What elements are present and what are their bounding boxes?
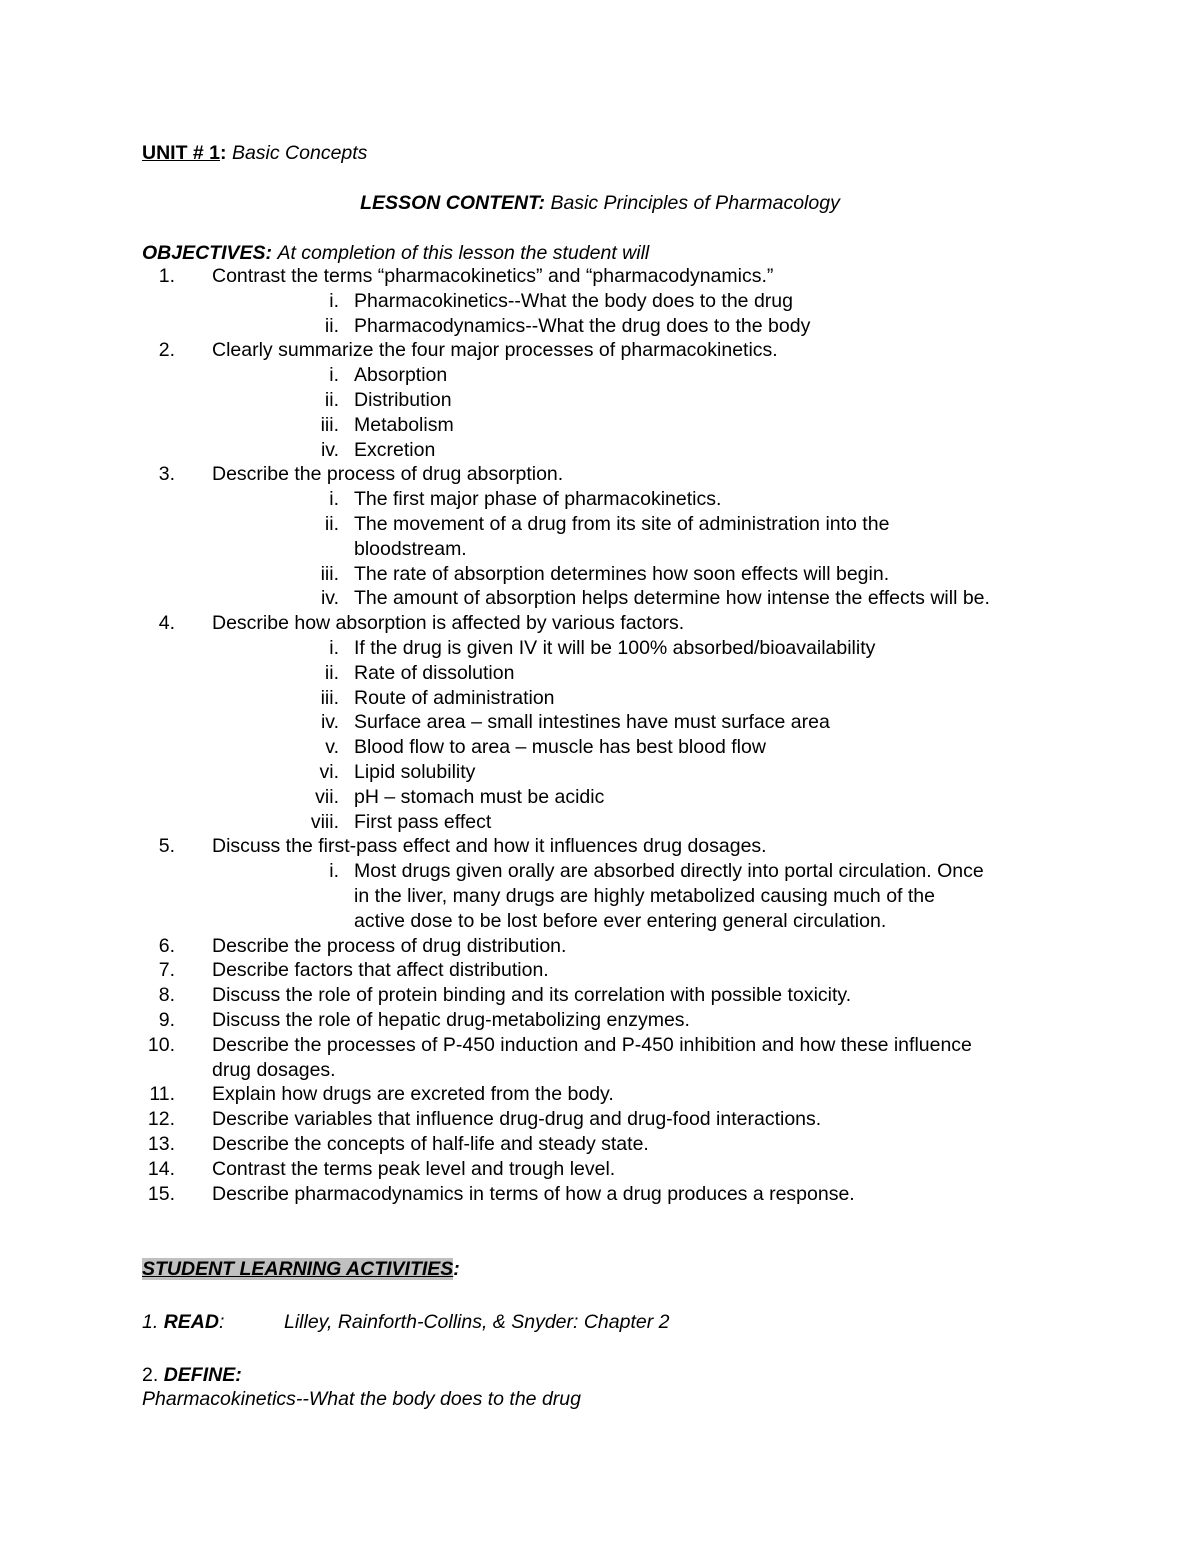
sub-list-item: [0, 761, 1200, 786]
sub-list-item: [0, 662, 1200, 687]
list-item-number: vi.: [319, 761, 339, 783]
list-item-number: ii.: [324, 314, 339, 337]
sub-list-item: [0, 885, 1200, 910]
list-item-text: active dose to be lost before ever entering general circulation.: [354, 909, 887, 932]
list-item-text: pH – stomach must be acidic: [354, 785, 605, 808]
list-item: [0, 265, 1200, 290]
list-item-number: iv.: [320, 587, 339, 610]
sub-list-item: [0, 736, 1200, 761]
list-item-number: 14.: [147, 1157, 175, 1180]
list-item-text: Discuss the first-pass effect and how it influences drug dosages.: [212, 835, 767, 858]
list-item-text: Explain how drugs are excreted from the body.: [212, 1083, 614, 1106]
list-item-text: Pharmacokinetics--What the body does to the drug: [354, 289, 793, 312]
list-item-text: Metabolism: [354, 413, 454, 436]
list-item-number: 5.: [158, 835, 175, 858]
list-item: [0, 959, 1200, 984]
list-item-number: 4.: [158, 612, 175, 635]
list-item-text: Describe the process of drug distribution.: [212, 934, 567, 957]
unit-heading: [142, 141, 367, 165]
define-number: 2.: [142, 1364, 164, 1386]
list-item-number: i.: [329, 860, 339, 883]
sub-list-item: [0, 439, 1200, 464]
list-item-text: Rate of dissolution: [354, 661, 515, 684]
list-item-text: in the liver, many drugs are highly metabolized causing much of the: [354, 885, 935, 907]
lesson-heading: [0, 191, 1200, 215]
list-item-text: The movement of a drug from its site of administration into the: [354, 513, 890, 535]
list-item-number: iii.: [320, 562, 339, 585]
list-item: [0, 1009, 1200, 1034]
list-item: [0, 1083, 1200, 1108]
list-item-text: Contrast the terms peak level and trough level.: [212, 1157, 616, 1180]
list-item-text: The rate of absorption determines how soon effects will begin.: [354, 562, 890, 585]
list-item-number: i.: [329, 637, 339, 659]
sub-list-item: [0, 488, 1200, 513]
list-item-number: 11.: [149, 1083, 175, 1106]
sub-list-item: [0, 687, 1200, 712]
list-item: [0, 1158, 1200, 1183]
list-item-number: ii.: [324, 513, 339, 535]
list-item-text: First pass effect: [354, 810, 492, 833]
objectives-heading: [142, 241, 649, 265]
sub-list-item: [0, 414, 1200, 439]
lesson-label: LESSON CONTENT:: [360, 192, 546, 214]
list-item-number: i.: [329, 289, 339, 312]
objectives-intro: At completion of this lesson the student will: [277, 242, 650, 264]
list-item-text: Describe how absorption is affected by various factors.: [212, 612, 685, 635]
list-item-number: vii.: [315, 785, 339, 808]
list-item-number: 6.: [158, 934, 175, 957]
list-item: [0, 1108, 1200, 1133]
read-activity: [142, 1310, 670, 1334]
list-item-text: Describe the concepts of half-life and steady state.: [212, 1133, 649, 1155]
list-item-text: Surface area – small intestines have must surface area: [354, 711, 830, 734]
list-item-number: 2.: [158, 339, 175, 362]
list-item-text: If the drug is given IV it will be 100% absorbed/bioavailability: [354, 637, 876, 659]
list-item-text: Describe the processes of P-450 induction and P-450 inhibition and how these influence: [212, 1033, 972, 1056]
list-item-text: Describe variables that influence drug-drug and drug-food interactions.: [212, 1108, 822, 1131]
list-item: [0, 984, 1200, 1009]
list-item-number: v.: [325, 736, 339, 759]
list-item-text: Describe the process of drug absorption.: [212, 463, 564, 486]
define-activity: [142, 1363, 242, 1387]
read-colon: :: [218, 1311, 225, 1333]
list-item: [0, 1059, 1200, 1084]
list-item-number: 10.: [147, 1033, 175, 1056]
list-item-text: bloodstream.: [354, 537, 467, 560]
sub-list-item: [0, 389, 1200, 414]
list-item-number: 9.: [158, 1009, 175, 1031]
list-item-text: Excretion: [354, 438, 436, 461]
list-item-text: Clearly summarize the four major processes of pharmacokinetics.: [212, 339, 778, 362]
read-label: READ: [163, 1311, 219, 1333]
list-item-number: ii.: [324, 661, 339, 684]
list-item-text: Discuss the role of hepatic drug-metabolizing enzymes.: [212, 1009, 690, 1031]
list-item-text: Pharmacodynamics--What the drug does to the body: [354, 314, 811, 337]
list-item-text: The first major phase of pharmacokinetics.: [354, 488, 722, 511]
list-item-number: iv.: [320, 711, 339, 734]
define-label: DEFINE:: [163, 1364, 242, 1386]
list-item-number: 12.: [147, 1108, 175, 1131]
list-item-text: Most drugs given orally are absorbed directly into portal circulation. Once: [354, 860, 984, 883]
list-item-text: Distribution: [354, 389, 452, 411]
activities-label: STUDENT LEARNING ACTIVITIES: [142, 1258, 454, 1280]
sub-list-item: [0, 538, 1200, 563]
activities-heading: [142, 1257, 460, 1281]
definition-line: Pharmacokinetics--What the body does to the drug: [142, 1388, 581, 1410]
list-item-text: Blood flow to area – muscle has best blood flow: [354, 736, 766, 759]
list-item: [0, 1183, 1200, 1208]
list-item-number: i.: [329, 488, 339, 511]
read-text: Lilley, Rainforth-Collins, & Snyder: Chapter 2: [284, 1311, 670, 1333]
list-item: [0, 612, 1200, 637]
list-item: [0, 463, 1200, 488]
list-item: [0, 339, 1200, 364]
list-item-text: Contrast the terms “pharmacokinetics” and “pharmacodynamics.”: [212, 265, 774, 287]
list-item-number: viii.: [310, 810, 339, 833]
list-item-number: i.: [329, 364, 339, 387]
sub-list-item: [0, 910, 1200, 935]
list-item-text: Describe factors that affect distribution.: [212, 959, 549, 982]
sub-list-item: [0, 786, 1200, 811]
list-item-text: drug dosages.: [212, 1058, 336, 1081]
list-item: [0, 835, 1200, 860]
list-item-number: iv.: [320, 438, 339, 461]
list-item-number: iii.: [320, 686, 339, 709]
sub-list-item: [0, 563, 1200, 588]
sub-list-item: [0, 290, 1200, 315]
list-item: [0, 935, 1200, 960]
unit-colon: :: [220, 142, 227, 164]
list-item-text: Absorption: [354, 364, 448, 387]
sub-list-item: [0, 587, 1200, 612]
sub-list-item: [0, 711, 1200, 736]
list-item-number: 7.: [158, 959, 175, 982]
activities-colon: :: [453, 1258, 460, 1280]
list-item-text: Lipid solubility: [354, 761, 476, 783]
list-item-number: 15.: [147, 1182, 175, 1205]
read-number: 1.: [142, 1311, 164, 1333]
list-item-number: 1.: [158, 265, 175, 287]
sub-list-item: [0, 513, 1200, 538]
sub-list-item: [0, 811, 1200, 836]
list-item-number: 8.: [158, 984, 175, 1007]
sub-list-item: [0, 315, 1200, 340]
list-item-number: iii.: [320, 413, 339, 436]
list-item-text: Discuss the role of protein binding and its correlation with possible toxicity.: [212, 984, 852, 1007]
unit-label: UNIT # 1: [142, 142, 221, 164]
unit-title: Basic Concepts: [231, 142, 368, 164]
list-item-number: ii.: [324, 389, 339, 411]
sub-list-item: [0, 860, 1200, 885]
list-item-text: Route of administration: [354, 686, 555, 709]
list-item-number: 3.: [158, 463, 175, 486]
list-item-text: Describe pharmacodynamics in terms of how a drug produces a response.: [212, 1182, 855, 1205]
list-item: [0, 1034, 1200, 1059]
list-item-text: The amount of absorption helps determine how intense the effects will be.: [354, 587, 990, 610]
sub-list-item: [0, 364, 1200, 389]
list-item-number: 13.: [147, 1133, 175, 1155]
sub-list-item: [0, 637, 1200, 662]
list-item: [0, 1133, 1200, 1158]
objectives-label: OBJECTIVES:: [142, 242, 273, 264]
lesson-title: Basic Principles of Pharmacology: [550, 192, 840, 214]
